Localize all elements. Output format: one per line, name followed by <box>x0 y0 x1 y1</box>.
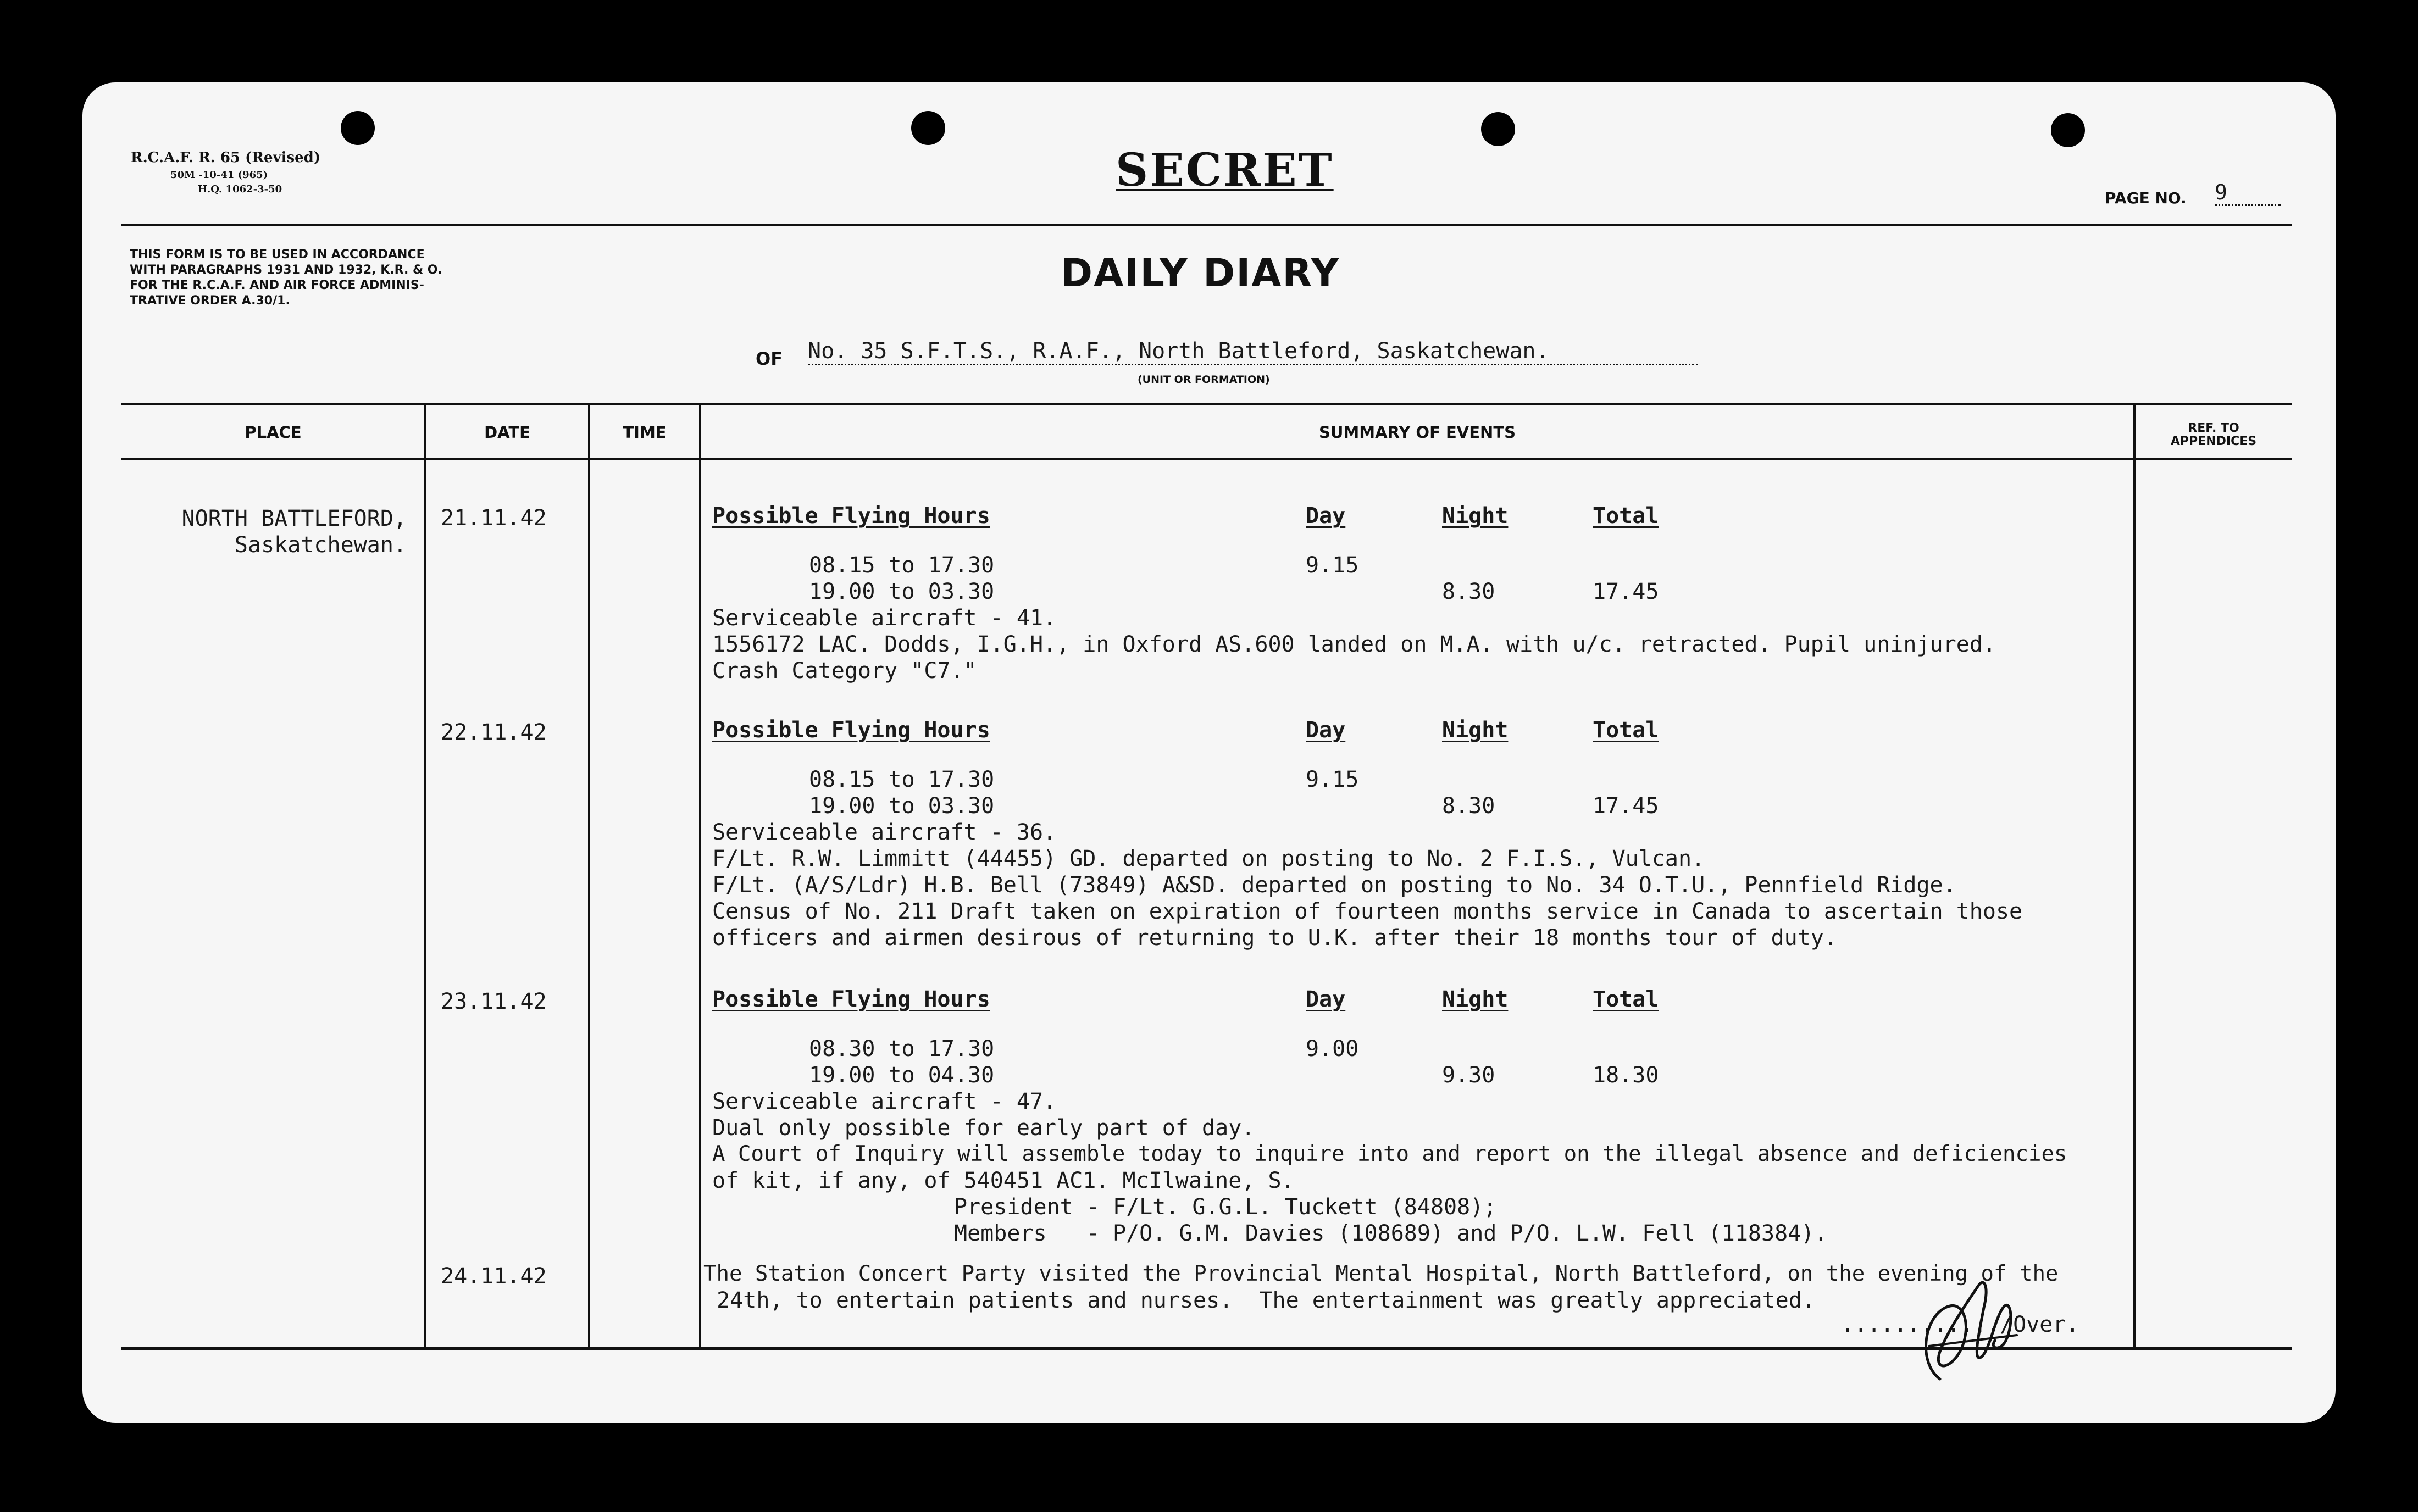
total-column-label: Total <box>1593 503 1659 529</box>
night-hours: 8.30 <box>1442 793 1495 819</box>
summary-line: F/Lt. (A/S/Ldr) H.B. Bell (73849) A&SD. departed on posting to No. 34 O.T.U., Pennfield Ridge. <box>712 872 1956 898</box>
flying-period: 08.15 to 17.30 <box>809 553 995 578</box>
column-header-summary: SUMMARY OF EVENTS <box>1319 423 1516 442</box>
column-header-rule <box>121 458 2292 460</box>
entry-date: 21.11.42 <box>441 505 547 531</box>
court-president: President - F/Lt. G.G.L. Tuckett (84808); <box>954 1194 1497 1220</box>
flying-period: 19.00 to 04.30 <box>809 1063 995 1088</box>
total-column-label: Total <box>1593 987 1659 1012</box>
night-column-label: Night <box>1442 718 1509 743</box>
column-header-date: DATE <box>484 423 530 442</box>
diary-page <box>82 82 2336 1423</box>
page-number-label: PAGE NO. <box>2105 189 2187 207</box>
night-hours: 9.30 <box>1442 1063 1495 1088</box>
classification-heading: SECRET <box>1116 144 1334 197</box>
day-hours: 9.15 <box>1306 553 1359 578</box>
summary-line: Crash Category "C7." <box>712 658 977 683</box>
day-column-label: Day <box>1306 987 1346 1012</box>
of-label: OF <box>756 348 783 369</box>
summary-line: Dual only possible for early part of day. <box>712 1115 1255 1141</box>
summary-line: officers and airmen desirous of returning to U.K. after their 18 months tour of duty. <box>712 925 1837 950</box>
column-divider <box>588 404 590 1348</box>
summary-line: 1556172 LAC. Dodds, I.G.H., in Oxford AS.600 landed on M.A. with u/c. retracted. Pupil uninjured. <box>712 632 1996 657</box>
day-column-label: Day <box>1306 503 1346 529</box>
summary-line: A Court of Inquiry will assemble today to inquire into and report on the illegal absence and deficiencies <box>712 1142 2067 1166</box>
night-column-label: Night <box>1442 503 1509 529</box>
day-hours: 9.15 <box>1306 767 1359 792</box>
summary-line: The Station Concert Party visited the Provincial Mental Hospital, North Battleford, on the evening of the <box>703 1261 2059 1286</box>
summary-line: 24th, to entertain patients and nurses. The entertainment was greatly appreciated. <box>703 1288 1815 1313</box>
flying-hours-label: Possible Flying Hours <box>712 503 990 529</box>
entry-date: 22.11.42 <box>441 720 547 745</box>
total-hours: 17.45 <box>1593 793 1659 819</box>
night-column-label: Night <box>1442 987 1509 1012</box>
column-header-appendices: REF. TO APPENDICES <box>2170 421 2257 448</box>
entry-date: 24.11.42 <box>441 1264 547 1289</box>
flying-period: 19.00 to 03.30 <box>809 579 995 604</box>
entry-date: 23.11.42 <box>441 989 547 1014</box>
punch-hole <box>341 111 375 145</box>
page-title: DAILY DIARY <box>1061 251 1340 296</box>
column-header-time: TIME <box>623 423 667 442</box>
form-notice: THIS FORM IS TO BE USED IN ACCORDANCE WITH PARAGRAPHS 1931 AND 1932, K.R. & O. FOR THE R.C.A.F. AND AIR FORCE ADMINIS- TRATIVE ORDER A.30/1. <box>130 248 442 308</box>
column-divider <box>424 404 426 1348</box>
column-divider <box>2133 404 2136 1348</box>
summary-line: Serviceable aircraft - 36. <box>712 820 1057 845</box>
summary-line: Serviceable aircraft - 41. <box>712 605 1057 631</box>
form-reference: R.C.A.F. R. 65 (Revised) <box>131 149 321 166</box>
total-hours: 18.30 <box>1593 1063 1659 1088</box>
table-top-rule <box>121 403 2292 405</box>
flying-period: 19.00 to 03.30 <box>809 793 995 819</box>
flying-period: 08.30 to 17.30 <box>809 1036 995 1061</box>
header-rule <box>121 224 2292 226</box>
flying-period: 08.15 to 17.30 <box>809 767 995 792</box>
summary-line: Census of No. 211 Draft taken on expiration of fourteen months service in Canada to ascertain those <box>712 899 2023 924</box>
page-number: 9 <box>2215 180 2281 206</box>
night-hours: 8.30 <box>1442 579 1495 604</box>
summary-line: F/Lt. R.W. Limmitt (44455) GD. departed on posting to No. 2 F.I.S., Vulcan. <box>712 846 1705 871</box>
form-print-code: 50M -10-41 (965) <box>170 169 268 181</box>
handwritten-initials <box>1907 1253 2028 1390</box>
place-name: NORTH BATTLEFORD, Saskatchewan. <box>181 506 407 558</box>
summary-line: Serviceable aircraft - 47. <box>712 1089 1057 1114</box>
continuation-note: ............/Over. <box>1841 1312 2079 1337</box>
unit-name: No. 35 S.F.T.S., R.A.F., North Battleford, Saskatchewan. <box>808 338 1698 365</box>
punch-hole <box>911 111 945 145</box>
punch-hole <box>1481 112 1515 146</box>
punch-hole <box>2051 113 2085 147</box>
column-divider <box>699 404 701 1348</box>
flying-hours-label: Possible Flying Hours <box>712 718 990 743</box>
day-hours: 9.00 <box>1306 1036 1359 1061</box>
day-column-label: Day <box>1306 718 1346 743</box>
flying-hours-label: Possible Flying Hours <box>712 987 990 1012</box>
unit-caption: (UNIT OR FORMATION) <box>1138 374 1270 386</box>
column-header-place: PLACE <box>245 423 302 442</box>
form-hq-code: H.Q. 1062-3-50 <box>198 184 282 195</box>
total-hours: 17.45 <box>1593 579 1659 604</box>
total-column-label: Total <box>1593 718 1659 743</box>
court-members: Members - P/O. G.M. Davies (108689) and P/O. L.W. Fell (118384). <box>954 1221 1828 1246</box>
summary-line: of kit, if any, of 540451 AC1. McIlwaine, S. <box>712 1168 1295 1193</box>
